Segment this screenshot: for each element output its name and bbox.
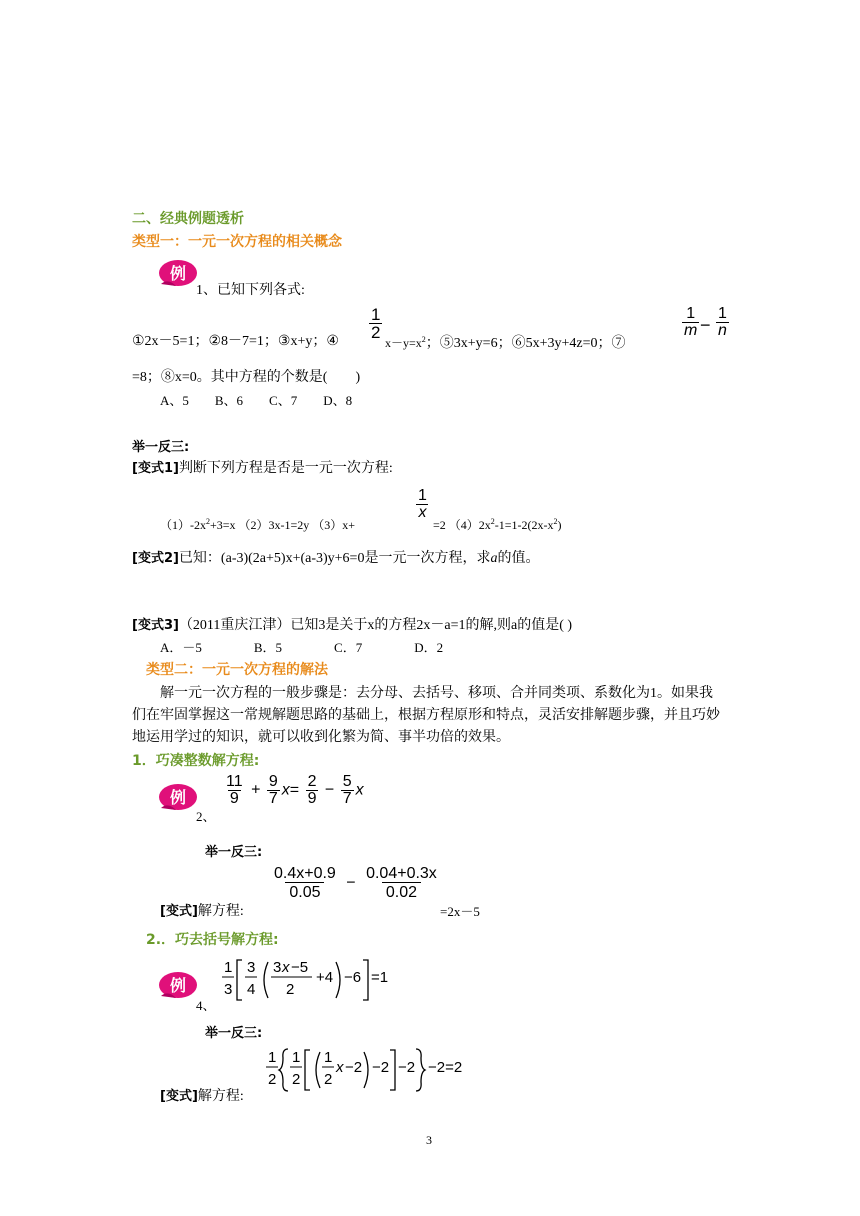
type2-heading: 类型二：一元一次方程的解法 [146, 662, 328, 678]
juyi-fansan-3: 举一反三: [205, 1026, 263, 1041]
example4-equation [220, 950, 400, 1010]
svg-text:−2: −2 [345, 1059, 363, 1076]
svg-text:例: 例 [169, 976, 187, 995]
svg-text:x: x [282, 959, 290, 976]
bianshi1-equations: $(1)-2x^2+3=x$ （2）3x-1=2y （3）x+ [160, 517, 356, 532]
example-badge-icon [158, 782, 198, 812]
svg-text:1: 1 [292, 1049, 301, 1066]
bianshi2: [变式2]已知：(a-3)(2a+5)x+(a-3)y+6=0是一元一次方程，求a的值。 [132, 551, 540, 566]
subheading-1: 1．巧凑整数解方程: [132, 753, 260, 769]
bianshi1-equations-b: =2 $(4)2x^2-1=1-2(2x-x^2)$ [433, 517, 562, 532]
page-number: 3 [426, 1133, 432, 1147]
svg-text:例: 例 [169, 264, 187, 283]
example1-line2: =8；⑧x=0。其中方程的个数是( ) [132, 370, 361, 385]
bianshi5-equation [264, 1040, 504, 1100]
svg-text:3: 3 [247, 959, 256, 976]
svg-text:−2: −2 [398, 1059, 416, 1076]
example2-equation: $\frac{11}{9}$ + $\frac{9}{7}$ x= $\frac{2}{9}$ − $\frac{5}{7}$ x [226, 773, 364, 807]
example2-number: 2、 [196, 809, 216, 824]
bianshi4-tail: =2x－5 [440, 904, 480, 919]
svg-text:2: 2 [268, 1071, 277, 1088]
fraction-one-over-x: $\frac{1}{x}$ [418, 487, 427, 521]
example-badge-icon [158, 258, 198, 288]
minus-sign: − [700, 315, 711, 335]
example1-label: 1、已知下列各式: [196, 283, 305, 298]
example-badge-icon [158, 970, 198, 1000]
svg-text:2: 2 [324, 1071, 333, 1088]
juyi-fansan-1: 举一反三: [132, 440, 190, 455]
example1-options: A、5 B、6 C、7 D、8 [160, 393, 353, 408]
svg-text:例: 例 [169, 788, 187, 807]
svg-text:1: 1 [268, 1049, 277, 1066]
example4-number: 4、 [196, 998, 216, 1013]
bianshi4-label: [变式]解方程: [160, 904, 244, 919]
juyi-fansan-2: 举一反三: [205, 845, 263, 860]
subheading-2: 2.．巧去括号解方程: [146, 932, 279, 948]
svg-text:−6: −6 [344, 969, 362, 986]
section-heading: 二、经典例题透析 [132, 211, 244, 227]
svg-text:3: 3 [224, 981, 233, 998]
svg-text:2: 2 [286, 981, 295, 998]
svg-text:−2: −2 [372, 1059, 390, 1076]
svg-text:−5: −5 [291, 959, 309, 976]
svg-text:1: 1 [224, 959, 233, 976]
type2-paragraph: 解一元一次方程的一般步骤是：去分母、去括号、移项、合并同类项、系数化为1。如果我们在牢固掌握这一常规解题思路的基础上，根据方程原形和特点，灵活安排解题步骤，并且巧妙地运用学过的知识，就可以收到化繁为简、事半功倍的效果。 [132, 686, 720, 745]
svg-text:x: x [336, 1059, 344, 1076]
bianshi4-equation: $\frac{0.4x+0.9}{0.05}$ − $\frac{0.04+0.3x}{0.02}$ [274, 865, 437, 901]
example1-line1b: $x-y=x^2$；⑤3x+y=6；⑥5x+3y+4z=0；⑦ [385, 335, 626, 351]
svg-text:1: 1 [324, 1049, 333, 1066]
svg-text:4: 4 [247, 981, 256, 998]
svg-text:+4: +4 [316, 969, 334, 986]
fraction-half: $\frac{1}{2}$ [371, 305, 381, 342]
svg-text:3: 3 [273, 959, 282, 976]
bianshi3: [变式3]（2011重庆江津）已知3是关于x的方程2x－a=1的解,则a的值是( ) [132, 618, 573, 633]
bianshi3-options: A．－5 B．5 C．7 D．2 [160, 640, 444, 655]
svg-text:2: 2 [292, 1071, 301, 1088]
svg-text:=1: =1 [371, 969, 389, 986]
type1-heading: 类型一：一元一次方程的相关概念 [132, 234, 342, 250]
fraction-one-over-n: $\frac{1}{n}$ [718, 305, 727, 339]
bianshi5-label: [变式]解方程: [160, 1089, 244, 1104]
svg-text:−2=2: −2=2 [428, 1059, 463, 1076]
bianshi1: [变式1]判断下列方程是否是一元一次方程: [132, 461, 393, 476]
example1-line1: ①2x－5=1；②8－7=1；③x+y；④ [132, 334, 339, 349]
fraction-one-over-m: $\frac{1}{m}$ [684, 305, 698, 339]
